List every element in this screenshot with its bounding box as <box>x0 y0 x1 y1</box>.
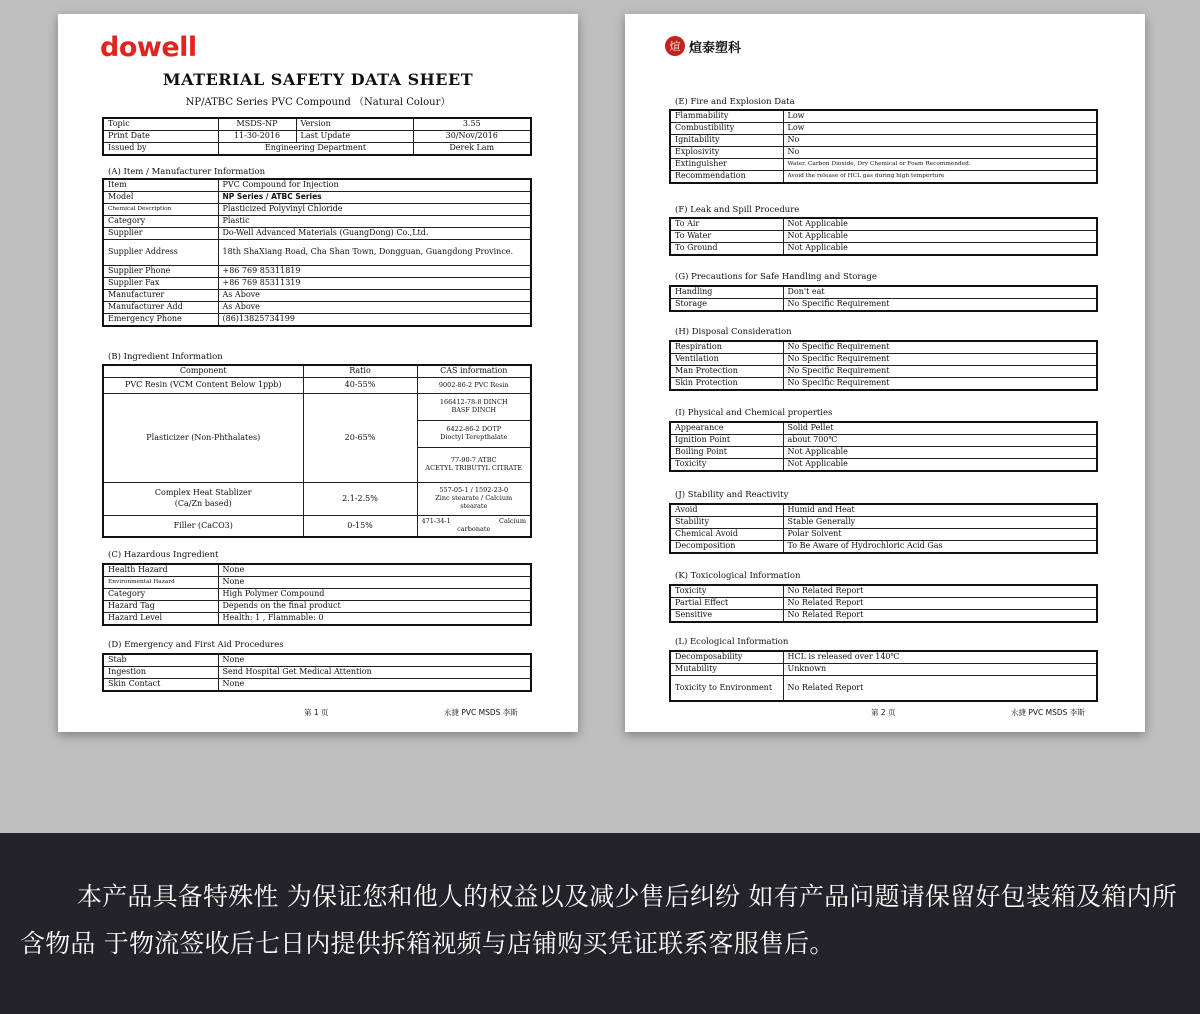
table-row <box>103 601 531 613</box>
row-label: Emergency Phone <box>103 314 218 327</box>
section-b-title: (B) Ingredient Information <box>108 352 223 362</box>
table-row <box>670 243 1097 256</box>
component-cell: PVC Resin (VCM Content Below 1ppb) <box>103 378 303 394</box>
row-value: Not Applicable <box>783 243 1097 256</box>
last-update-label: Last Update <box>296 131 413 143</box>
cas-cell <box>417 394 531 421</box>
table-row <box>670 147 1097 159</box>
row-value: PVC Compound for Injection <box>218 179 531 192</box>
row-label: Manufacturer Add <box>103 302 218 314</box>
cas-cell <box>417 516 531 538</box>
row-value: Low <box>783 110 1097 123</box>
row-value: Not Applicable <box>783 218 1097 231</box>
row-value: No Specific Requirement <box>783 366 1097 378</box>
row-value: No Related Report <box>783 598 1097 610</box>
section-i-table <box>669 421 1098 472</box>
row-label: Stability <box>670 517 783 529</box>
row-label: Supplier Address <box>103 240 218 266</box>
row-label: Ignition Point <box>670 435 783 447</box>
table-row <box>103 216 531 228</box>
row-label: To Air <box>670 218 783 231</box>
table-row <box>670 378 1097 391</box>
row-value: +86 769 85311319 <box>218 278 531 290</box>
table-row <box>670 651 1097 664</box>
row-value: No Specific Requirement <box>783 378 1097 391</box>
row-value: No Related Report <box>783 610 1097 623</box>
document-title: MATERIAL SAFETY DATA SHEET <box>162 70 474 89</box>
row-value: No Specific Requirement <box>783 354 1097 366</box>
table-row <box>670 664 1097 676</box>
section-e-title: (E) Fire and Explosion Data <box>675 97 795 107</box>
row-label: Supplier Fax <box>103 278 218 290</box>
company-logo-text: 煊泰塑科 <box>689 40 742 56</box>
dowell-logo: dowell <box>100 32 197 63</box>
row-label: Man Protection <box>670 366 783 378</box>
table-row <box>670 598 1097 610</box>
row-value: No Related Report <box>783 585 1097 598</box>
cas-cell: 9002-86-2 PVC Resin <box>417 378 531 394</box>
topic-value: MSDS-NP <box>218 118 296 131</box>
row-value: As Above <box>218 302 531 314</box>
table-row <box>670 459 1097 472</box>
cas-line: Dioctyl Terepthalate <box>440 433 508 441</box>
cas-line: 557-05-1 / 1592-23-0 <box>439 486 509 495</box>
issued-by-label: Issued by <box>103 143 218 156</box>
table-row <box>103 483 531 516</box>
row-value: Polar Solvent <box>783 529 1097 541</box>
row-label: Environmental Hazard <box>103 577 218 589</box>
row-value: Depends on the final product <box>218 601 531 613</box>
row-label: Item <box>103 179 218 192</box>
row-label: Partial Effect <box>670 598 783 610</box>
section-c-table <box>102 563 532 626</box>
row-label: Mutability <box>670 664 783 676</box>
section-f-title: (F) Leak and Spill Procedure <box>675 205 800 215</box>
cas-line: stearate <box>460 501 488 510</box>
column-header: Component <box>103 365 303 378</box>
cas-line: Calcium <box>499 517 526 526</box>
row-value: Do-Well Advanced Materials (GuangDong) Co.,Ltd. <box>218 228 531 240</box>
section-e-table <box>669 109 1098 184</box>
row-value: None <box>218 654 531 667</box>
row-value: Not Applicable <box>783 459 1097 472</box>
row-label: Toxicity to Environment <box>670 676 783 702</box>
table-row <box>103 266 531 278</box>
row-value: Unknown <box>783 664 1097 676</box>
row-value: Don't eat <box>783 286 1097 299</box>
table-row <box>103 179 531 192</box>
table-row <box>670 504 1097 517</box>
row-label: Combustibility <box>670 123 783 135</box>
table-row <box>103 564 531 577</box>
table-row <box>670 529 1097 541</box>
table-row <box>670 435 1097 447</box>
row-value: NP Series / ATBC Series <box>218 192 531 204</box>
component-line: Complex Heat Stablizer <box>154 488 252 498</box>
section-f-table <box>669 217 1098 256</box>
table-row <box>670 123 1097 135</box>
topic-label: Topic <box>103 118 218 131</box>
table-header-row <box>103 365 531 378</box>
print-date-label: Print Date <box>103 131 218 143</box>
component-cell: Filler (CaCO3) <box>103 516 303 538</box>
row-value: No Related Report <box>783 676 1097 702</box>
row-label: Sensitive <box>670 610 783 623</box>
table-row <box>670 517 1097 529</box>
cas-cell <box>417 421 531 448</box>
table-row <box>670 354 1097 366</box>
table-row <box>670 135 1097 147</box>
row-label: Flammability <box>670 110 783 123</box>
table-row <box>103 516 531 538</box>
row-label: Explosivity <box>670 147 783 159</box>
cas-cell <box>417 483 531 516</box>
table-row <box>670 286 1097 299</box>
row-label: Chemical Description <box>103 204 218 216</box>
ratio-cell: 2.1-2.5% <box>303 483 417 516</box>
table-row <box>670 541 1097 554</box>
column-header: Ratio <box>303 365 417 378</box>
table-row <box>103 131 531 143</box>
row-value: (86)13825734199 <box>218 314 531 327</box>
section-l-table <box>669 650 1098 702</box>
ratio-cell: 40-55% <box>303 378 417 394</box>
row-value: None <box>218 679 531 692</box>
row-value: about 700℃ <box>783 435 1097 447</box>
section-a-title: (A) Item / Manufacturer Information <box>108 167 266 177</box>
row-value: Plasticized Polyvinyl Chloride <box>218 204 531 216</box>
row-label: Category <box>103 216 218 228</box>
column-header: CAS information <box>417 365 531 378</box>
row-label: Category <box>103 589 218 601</box>
table-row <box>103 278 531 290</box>
row-label: Decomposition <box>670 541 783 554</box>
notice-banner <box>0 833 1200 1014</box>
row-value: Water, Carbon Dioxide, Dry Chemical or Foam Recommended. <box>783 159 1097 171</box>
msds-page-2 <box>625 14 1145 732</box>
section-j-table <box>669 503 1098 554</box>
cas-line: 166412-78-8 DINCH <box>439 398 508 407</box>
row-value: Avoid the release of HCL gas during high temperture <box>783 171 1097 184</box>
row-label: Ventilation <box>670 354 783 366</box>
row-value: Not Applicable <box>783 231 1097 243</box>
table-row <box>670 231 1097 243</box>
company-logo <box>665 36 741 56</box>
footer-note: 永捷 PVC MSDS 李斯 <box>1011 708 1085 717</box>
table-row <box>670 159 1097 171</box>
cas-line: 6422-86-2 DOTP <box>446 425 502 434</box>
table-row <box>103 192 531 204</box>
table-row <box>103 613 531 626</box>
section-d-table <box>102 653 532 692</box>
section-d-title: (D) Emergency and First Aid Procedures <box>108 640 284 650</box>
row-value: None <box>218 577 531 589</box>
row-label: To Water <box>670 231 783 243</box>
table-row <box>103 667 531 679</box>
table-row <box>670 341 1097 354</box>
table-row <box>670 366 1097 378</box>
row-label: Supplier Phone <box>103 266 218 278</box>
table-row <box>103 314 531 327</box>
table-row <box>103 204 531 216</box>
row-label: Hazard Level <box>103 613 218 626</box>
cas-line: carbonate <box>457 525 491 533</box>
table-row <box>670 422 1097 435</box>
row-label: Stab <box>103 654 218 667</box>
section-c-title: (C) Hazardous Ingredient <box>108 550 219 560</box>
notice-text: 本产品具备特殊性 为保证您和他人的权益以及减少售后纠纷 如有产品问题请保留好包装箱及箱内所含物品 于物流签收后七日内提供拆箱视频与店铺购买凭证联系客服售后。 <box>20 882 1177 958</box>
section-g-table <box>669 285 1098 312</box>
table-row <box>103 143 531 156</box>
row-value: Plastic <box>218 216 531 228</box>
row-value: No Specific Requirement <box>783 341 1097 354</box>
row-label: To Ground <box>670 243 783 256</box>
table-row <box>103 290 531 302</box>
cas-line: Zinc stearate / Calcium <box>435 494 513 503</box>
table-row <box>670 447 1097 459</box>
print-date-value: 11-30-2016 <box>218 131 296 143</box>
header-table <box>102 117 532 156</box>
section-a-table <box>102 178 532 327</box>
row-label: Decomposability <box>670 651 783 664</box>
row-label: Chemical Avoid <box>670 529 783 541</box>
table-row <box>103 240 531 266</box>
row-label: Handling <box>670 286 783 299</box>
row-value: To Be Aware of Hydrochloric Acid Gas <box>783 541 1097 554</box>
row-value: Health: 1 , Flammable: 0 <box>218 613 531 626</box>
row-label: Manufacturer <box>103 290 218 302</box>
cas-line: BASF DINCH <box>451 406 497 414</box>
row-value: No Specific Requirement <box>783 299 1097 312</box>
row-value: No <box>783 135 1097 147</box>
row-value: +86 769 85311819 <box>218 266 531 278</box>
row-value: As Above <box>218 290 531 302</box>
cas-line: 471-34-1 <box>421 517 451 526</box>
section-h-title: (H) Disposal Consideration <box>675 327 792 337</box>
page-number: 第 1 页 <box>304 708 329 717</box>
table-row <box>103 302 531 314</box>
table-row <box>103 654 531 667</box>
cas-cell <box>417 448 531 483</box>
row-value: No <box>783 147 1097 159</box>
row-value: HCL is released over 140℃ <box>783 651 1097 664</box>
component-line: (Ca/Zn based) <box>174 499 232 508</box>
table-row <box>103 394 531 421</box>
row-label: Boiling Point <box>670 447 783 459</box>
row-label: Avoid <box>670 504 783 517</box>
table-row <box>103 577 531 589</box>
ratio-cell: 20-65% <box>303 394 417 483</box>
row-label: Ingestion <box>103 667 218 679</box>
row-value: High Polymer Compound <box>218 589 531 601</box>
table-row <box>670 171 1097 184</box>
section-k-table <box>669 584 1098 623</box>
table-row <box>670 676 1097 702</box>
row-label: Storage <box>670 299 783 312</box>
row-value: Not Applicable <box>783 447 1097 459</box>
table-row <box>103 228 531 240</box>
seal-icon: 煊 <box>665 36 685 56</box>
section-h-table <box>669 340 1098 391</box>
table-row <box>103 589 531 601</box>
row-label: Skin Contact <box>103 679 218 692</box>
row-label: Appearance <box>670 422 783 435</box>
table-row <box>670 610 1097 623</box>
row-value: None <box>218 564 531 577</box>
issued-by-value: Engineering Department <box>218 143 413 156</box>
row-label: Toxicity <box>670 459 783 472</box>
row-value: Solid Pellet <box>783 422 1097 435</box>
section-i-title: (I) Physical and Chemical properties <box>675 408 833 418</box>
row-label: Supplier <box>103 228 218 240</box>
section-g-title: (G) Precautions for Safe Handling and Storage <box>675 272 877 282</box>
ratio-cell: 0-15% <box>303 516 417 538</box>
cas-line: 77-90-7 ATBC <box>450 456 497 465</box>
component-cell <box>103 483 303 516</box>
row-label: Ignitability <box>670 135 783 147</box>
row-label: Respiration <box>670 341 783 354</box>
version-label: Version <box>296 118 413 131</box>
version-value: 3.55 <box>413 118 531 131</box>
row-label: Skin Protection <box>670 378 783 391</box>
row-label: Extinguisher <box>670 159 783 171</box>
section-l-title: (L) Ecological Information <box>675 637 789 647</box>
page-number: 第 2 页 <box>871 708 896 717</box>
component-cell: Plasticizer (Non-Phthalates) <box>103 394 303 483</box>
section-j-title: (J) Stability and Reactivity <box>675 490 789 500</box>
row-label: Recommendation <box>670 171 783 184</box>
msds-page-1 <box>58 14 578 732</box>
table-row <box>670 299 1097 312</box>
table-row <box>103 378 531 394</box>
row-label: Health Hazard <box>103 564 218 577</box>
row-label: Hazard Tag <box>103 601 218 613</box>
row-label: Model <box>103 192 218 204</box>
cas-line: ACETYL TRIBUTYL CITRATE <box>425 464 523 472</box>
table-row <box>103 679 531 692</box>
last-update-value: 30/Nov/2016 <box>413 131 531 143</box>
document-subtitle: NP/ATBC Series PVC Compound （Natural Colour） <box>185 97 451 108</box>
issued-by-person: Derek Lam <box>413 143 531 156</box>
section-k-title: (K) Toxicological Information <box>675 571 801 581</box>
row-value: Humid and Heat <box>783 504 1097 517</box>
table-row <box>670 110 1097 123</box>
row-value: Low <box>783 123 1097 135</box>
row-value: 18th ShaXiang Road, Cha Shan Town, Dongguan, Guangdong Province. <box>218 240 531 266</box>
table-row <box>103 118 531 131</box>
table-row <box>670 218 1097 231</box>
ingredient-table <box>102 364 532 538</box>
row-value: Send Hospital Get Medical Attention <box>218 667 531 679</box>
row-label: Toxicity <box>670 585 783 598</box>
footer-note: 永捷 PVC MSDS 李斯 <box>444 708 518 717</box>
row-value: Stable Generally <box>783 517 1097 529</box>
table-row <box>670 585 1097 598</box>
